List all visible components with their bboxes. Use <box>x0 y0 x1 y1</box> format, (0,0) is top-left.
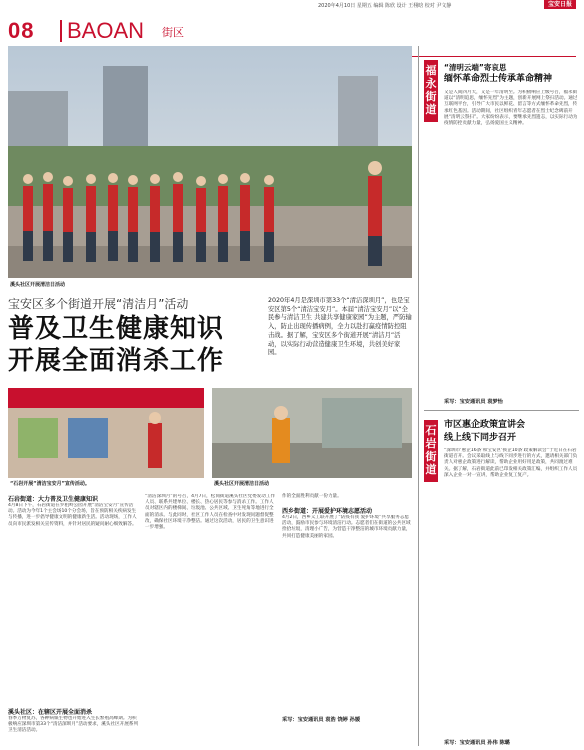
header-divider <box>60 20 62 42</box>
right-top-text: 又是人间四月天，又是一年清明至。为积极响应上级号召，福永街道以“清明追思，缅怀先烈”为主题，创新开展网上祭扫活动。通过互联网平台，引导广大市民以鲜花、留言等方式缅怀革命先烈，传承红色基因。活动期间，社区组织青年志愿者在烈士纪念碑前开展“清明云祭扫”。大家纷纷表示，要继承先烈遗志，以实际行动为疫情防控贡献力量，弘扬爱国主义精神。 <box>444 90 578 127</box>
col1-heading: 石岩街道：大力普及卫生健康知识 <box>8 496 99 503</box>
top-bar <box>0 0 584 10</box>
left-photo-caption: “石岩开展“清洁宝安月”宣传活动。 <box>10 481 90 487</box>
headline-line-1: 普及卫生健康知识 <box>8 314 225 344</box>
right-top-title: 缅怀革命烈士传承革命精神 <box>444 74 553 84</box>
main-photo <box>8 46 412 278</box>
article-lede: 2020年4月是深圳市第33个“清洁深圳月”，也是宝安区第5个“清洁宝安月”。本届“清洁宝安月”以“全民参与清洁卫生 共建共享健康家园”为主题，严防输入，防止出现传播病例，全力以赴打赢疫情防控阻击战。据了解，宝安区多个街道开展“清洁月”活动，以实际行动营造健康卫生环境，共创美好家园。 <box>268 297 412 357</box>
col1-subheading: 溪头社区：在辖区开展全面消杀 <box>8 709 93 716</box>
right-top-byline: 采写：宝安通讯员 袁梦怡 <box>444 399 503 405</box>
main-photo-caption: 溪头社区开展清洁日活动 <box>10 282 66 288</box>
col3-body: 4月2日，西乡义工联开展了“防疫有我 爱护环境”共享服务志愿活动，鼓励市民参与环境清洁行动。志愿者们在街道的公共区域捡拾垃圾，清理小广告，为营造干净整洁的城市环境贡献力量，共同打造健康美丽的家园。 <box>282 515 411 539</box>
page-header <box>0 14 584 44</box>
column-divider <box>418 46 419 746</box>
right-bottom-title-1: 市区惠企政策宣讲会 <box>444 420 526 430</box>
right-bottom-text: “深圳市‘惠企16条’和宝安区‘援企10条’政策解读会”于近日在石岩街道召开。会议采取线上与线下同步进行的方式，邀请相关部门负责人对惠企政策进行解读，帮助企业用好用足政策，共同渡过难关。据了解，石岩街道此前已印发相关政策汇编，并组织工作人员深入企业一对一宣讲，帮助企业复工复产。 <box>444 448 578 478</box>
photo-disinfection <box>212 388 412 478</box>
newspaper-brand: 宝安日报 <box>544 0 576 9</box>
right-divider <box>424 410 579 411</box>
photo-shiyan-promo <box>8 388 204 478</box>
right-photo-caption: 溪头社区开展清洁日活动 <box>214 481 270 487</box>
section-name-cn: 街区 <box>162 26 184 39</box>
col3-subheading: 西乡街道：开展爱护环境志愿活动 <box>282 508 373 515</box>
section-name: BAOAN <box>67 18 145 43</box>
col1-text: 4月8日下午，石岩街道在罗租岭公园开展“清洁宝安月”宣传活动。活动为今年1个主会场10个分会场，旨在预防相关疾病发生与传播，进一步倡导健康文明的健康新生活。活动现场，工作人员向市民派发相关宣传资料，并针对居民的疑问耐心细致解答。 <box>8 503 137 527</box>
col2-text: “清洁深圳月”的号召，4月7日，松岗街道溪头社区党委发动工作人员、联系共建单位、楼长、热心居民等参与消杀工作。工作人员对辖区内的楼梯间、垃圾池、公共区域、卫生死角等地进行全面的消杀。与此同时，社区工作人员在检查中对发现问题督促整改，确保社区环境干净整洁。通过这次活动，居民的卫生意识进一步增强。 <box>145 494 276 531</box>
right-top-kicker: “清明云端”寄哀思 <box>444 63 507 72</box>
col1-tail: 春季万物复苏，各种病媒生物也开始进入生长繁殖高峰期。为积极响应深圳市第33个“清洁深圳月”活动要求，溪头社区开展系列卫生清洁活动。 <box>8 716 139 734</box>
headline-line-2: 开展全面消杀工作 <box>8 346 225 376</box>
col3-byline: 采写：宝安通讯员 袁浩 饶婷 孙媛 <box>282 717 361 723</box>
right-bottom-title-2: 线上线下同步召开 <box>444 433 517 443</box>
right-bottom-byline: 采写：宝安通讯员 孙伟 陈璐 <box>444 740 510 746</box>
article-kicker: 宝安区多个街道开展“清洁月”活动 <box>8 297 189 311</box>
page-number: 08 <box>8 18 35 43</box>
col3-text: 作的全面胜利贡献一份力量。 <box>282 494 342 499</box>
issue-meta: 2020年4月10日 星期五 编辑 陈欣 设计 王栩晗 校对 尹文静 <box>318 3 452 9</box>
label-shiyan: 石岩街道 <box>424 420 438 482</box>
label-fuyong: 福永街道 <box>424 60 438 122</box>
